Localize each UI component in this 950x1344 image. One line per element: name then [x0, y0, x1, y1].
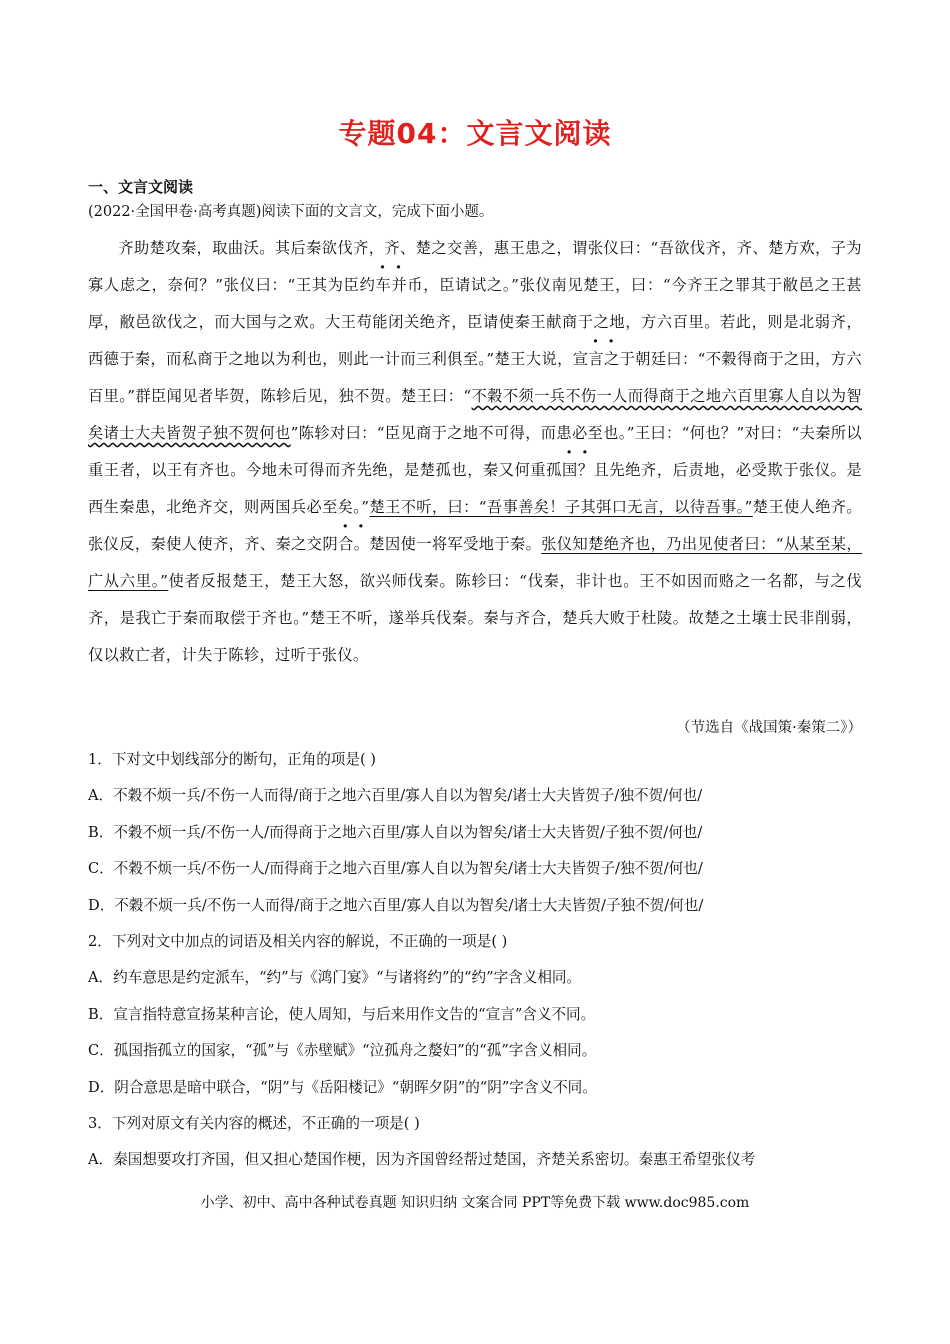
question-stem: 2．下列对文中加点的词语及相关内容的解说，不正确的一项是( ) — [88, 932, 508, 950]
dotted-word: 合 — [338, 535, 354, 553]
answer-option: A．约车意思是约定派车，“约”与《鸿门宴》“与诸将约”的“约”字含义相同。 — [88, 969, 582, 987]
wavy-underlined-sentence: 不穀不须一兵不伤一人而得商于之地六百里寡人自以为智矣诸士大夫皆贺子独不贺何也 — [88, 387, 862, 442]
passage-text: 并币，臣请试之。”张仪南见楚王，曰：“今齐王之罪其于敝邑之王甚厚，敝邑欲伐之，而大国与之欢。大王苟能闭关绝齐，臣请使秦王献商于之地，方六百里。若此，则是北弱齐，西德于秦，而私商于之地以为利也，则此一计而三利俱至。”楚王大说， — [88, 276, 862, 368]
passage-text: ”陈轸对曰：“臣见商于之地不可得，而患必至也。”王曰：“何也？”对曰：“夫秦所以重王者，以王有齐也。今地未可得而齐先绝，是楚孤也，秦又何重 — [88, 424, 863, 479]
passage-text: 。楚因使一将军受地于秦。 — [353, 535, 542, 553]
answer-option: C．孤国指孤立的国家，“孤”与《赤壁赋》“泣孤舟之嫠妇”的“孤”字含义相同。 — [88, 1042, 597, 1060]
classical-passage — [88, 230, 862, 674]
source-line: (2022·全国甲卷·高考真题)阅读下面的文言文，完成下面小题。 — [88, 204, 494, 220]
dotted-word: 宣 — [572, 350, 589, 368]
dotted-word: 车 — [375, 276, 392, 294]
passage-text: 使者反报楚王，楚王大怒，欲兴师伐秦。陈轸曰：“伐秦，非计也。王不如因而赂之一名都，与之伐齐，是我亡于秦而取偿于齐也。”楚王不听，遂举兵伐秦。秦与齐合，楚兵大败于杜陵。故楚之土壤士民非削弱，仅以救亡者，计失于陈轸，过听于张仪。 — [88, 572, 862, 664]
passage-text: 齐助楚攻秦，取曲沃。其后秦欲伐齐，齐、楚之交善，惠王患之，谓张仪曰：“吾欲伐齐，齐、楚方欢，子为寡人虑之，奈何？”张仪曰：“王其为臣 — [88, 239, 862, 294]
passage-text: ？且先绝齐，后责地，必受欺于张仪。是西生秦患，北绝齐交，则两国兵必至矣。” — [88, 461, 863, 516]
underlined-sentence: 楚王不听，曰：“吾事善矣！子其弭口无言，以待吾事。” — [369, 498, 753, 516]
questions-block — [88, 748, 868, 1185]
dotted-word: 孤 — [546, 461, 563, 479]
answer-option: A．秦国想要攻打齐国，但又担心楚国作梗，因为齐国曾经帮过楚国，齐楚关系密切。秦惠王希望张仪考 — [88, 1151, 756, 1169]
section-heading: 一、文言文阅读 — [88, 178, 194, 196]
passage-text: 楚王使人绝齐。张仪反，秦使人使齐，齐、秦之交 — [88, 498, 863, 553]
answer-option: B．宣言指特意宣扬某种言论，使人周知，与后来用作文告的“宣言”含义不同。 — [88, 1005, 596, 1023]
passage-text: 之于朝廷曰：“不穀得商于之田，方六百里。”群臣闻见者毕贺，陈轸后见，独不贺。楚王曰：“ — [88, 350, 862, 405]
answer-option: D．阴合意思是暗中联合，“阴”与《岳阳楼记》“朝晖夕阴”的“阴”字含义不同。 — [88, 1078, 597, 1096]
answer-option: B．不穀不烦一兵/不伤一人/而得商于之地六百里/寡人自以为智矣/诸士大夫皆贺/子独不贺/何也/ — [88, 823, 703, 841]
passage-paragraph — [88, 230, 862, 674]
dotted-word: 约 — [359, 276, 376, 294]
dotted-word: 国 — [562, 461, 578, 479]
answer-option: C．不穀不烦一兵/不伤一人/而得商于之地六百里/寡人自以为智矣/诸士大夫皆贺子/独不贺/何也/ — [88, 860, 703, 878]
dotted-word: 言 — [588, 350, 604, 368]
citation: （节选自《战国策·秦策二》） — [676, 720, 862, 736]
answer-option: D．不穀不烦一兵/不伤一人而得/商于之地六百里/寡人自以为智矣/诸士大夫皆贺/子独不贺/何也/ — [88, 896, 704, 914]
page-footer: 小学、初中、高中各种试卷真题 知识归纳 文案合同 PPT等免费下载 www.doc985.com — [200, 1195, 750, 1211]
dotted-word: 阴 — [322, 535, 339, 553]
answer-option: A．不穀不烦一兵/不伤一人而得/商于之地六百里/寡人自以为智矣/诸士大夫皆贺子/独不贺/何也/ — [88, 787, 703, 805]
question-stem: 1．下对文中划线部分的断句，正角的项是( ) — [88, 751, 377, 768]
underlined-sentence: 张仪知楚绝齐也，乃出见使者曰：“从某至某，广从六里。” — [88, 535, 863, 590]
page-title: 专题04：文言文阅读 — [338, 117, 612, 150]
question-stem: 3．下列对原文有关内容的概述，不正确的一项是( ) — [88, 1114, 420, 1132]
